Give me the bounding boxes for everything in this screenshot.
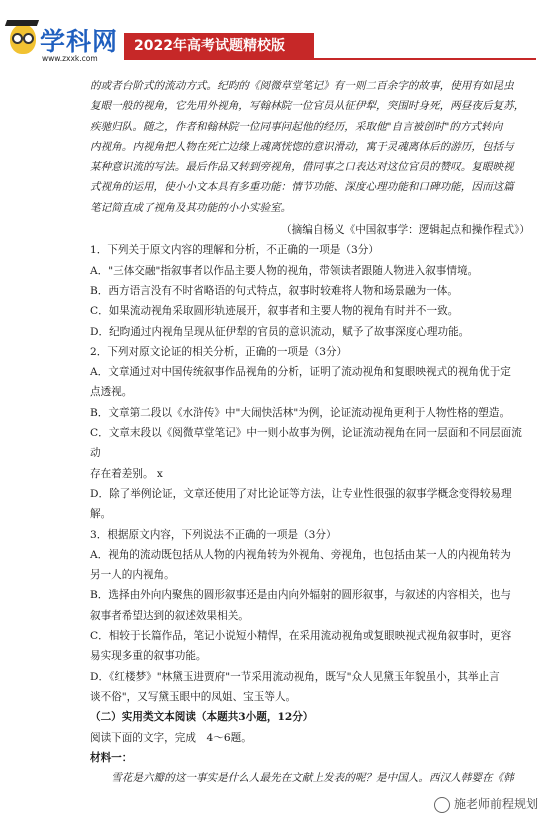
question-1 — [90, 240, 530, 341]
option-c: C．相较于长篇作品，笔记小说短小精悍，在采用流动视角或复眼映视式视角叙事时，更容 — [90, 630, 512, 643]
option-d-cont: 谈不俗"，又写黛玉眼中的凤姐、宝玉等人。 — [90, 690, 297, 703]
source-citation: （摘编自杨义《中国叙事学：逻辑起点和操作程式》） — [281, 224, 530, 237]
option-b: B．文章第二段以《水浒传》中"大闹快活林"为例，论证流动视角更利于人物性格的塑造。 — [90, 406, 511, 419]
passage-line: 的或者台阶式的流动方式。纪昀的《阅微草堂笔记》有一则二百余字的故事，使用有如昆虫 — [90, 80, 514, 92]
option-c-cont: 存在着差别。 x — [90, 467, 163, 480]
passage-line: 内视角。内视角把人物在死亡边缘上魂离恍惚的意识滑动，寓于灵魂离体后的游历，包括与 — [90, 140, 514, 153]
graduation-cap-icon — [5, 20, 39, 26]
passage-line: 笔记简直成了视角及其功能的小小实验室。 — [90, 201, 292, 214]
passage-line: 复眼一般的视角，它先用外视角，写翰林院一位官员从征伊犁，突围时身死，两昼夜后复苏， — [90, 100, 525, 113]
header — [0, 0, 550, 72]
wechat-account-icon — [434, 797, 450, 813]
passage-line: 某种意识流的写法。最后作品又转到旁视角，借同事之口表达对这位官员的赞叹。复眼映视 — [90, 161, 514, 174]
option-a: A．文章通过对中国传统叙事作品视角的分析，证明了流动视角和复眼映视式的视角优于定 — [90, 366, 511, 379]
option-d: D．除了举例论证，文章还使用了对比论证等方法，让专业性很强的叙事学概念变得较易理 — [90, 487, 512, 500]
logo-url: www.zxxk.com — [42, 54, 98, 63]
option-a-cont: 点透视。 — [90, 386, 133, 399]
question-stem: 1．下列关于原文内容的理解和分析，不正确的一项是（3分） — [90, 244, 379, 257]
passage-line: 式视角的运用，使小小文本具有多重功能：情节功能、深度心理功能和口碑功能，因而这篇 — [90, 181, 514, 194]
passage — [90, 76, 530, 218]
option-b: B．西方语言没有不时省略语的句式特点，叙事时较难将人物和场景融为一体。 — [90, 284, 458, 297]
watermark-text: 施老师前程规划 — [453, 797, 538, 811]
option-a: A．视角的流动既包括从人物的内视角转为外视角、旁视角，也包括由某一人的内视角转为 — [90, 548, 511, 561]
exam-banner: 2022年高考试题精校版 — [124, 33, 314, 59]
option-c: C．如果流动视角采取圆形轨迹展开，叙事者和主要人物的视角有时并不一致。 — [90, 305, 459, 318]
section-title: （二）实用类文本阅读（本题共3小题，12分） — [90, 711, 314, 724]
header-rule — [124, 58, 536, 60]
question-3 — [90, 525, 530, 708]
watermark — [434, 795, 538, 813]
passage-line: 疾驰归队。随之，作者和翰林院一位同事问起他的经历，采取他"自言被创时"的方式转向 — [90, 120, 503, 133]
option-a: A．"三体交融"指叙事者以作品主要人物的视角，带领读者跟随人物进入叙事情境。 — [90, 264, 479, 277]
question-2 — [90, 342, 530, 525]
option-c-cont: 易实现多重的叙事功能。 — [90, 650, 207, 663]
material-label: 材料一： — [90, 751, 133, 764]
material-first-line: 雪花是六瓣的这一事实是什么人最先在文献上发表的呢？是中国人。西汉人韩婴在《韩 — [111, 772, 514, 785]
option-d-cont: 解。 — [90, 508, 112, 521]
option-d: D．纪昀通过内视角呈现从征伊犁的官员的意识流动，赋予了故事深度心理功能。 — [90, 325, 470, 338]
option-d: D．《红楼梦》"林黛玉进贾府"一节采用流动视角，既写"众人见黛玉年貌虽小，其举止言 — [90, 670, 500, 683]
owl-mascot-icon — [10, 24, 36, 54]
section-2 — [90, 707, 530, 788]
logo — [8, 20, 123, 66]
option-b-cont: 叙事者希望达到的叙述效果相关。 — [90, 609, 249, 622]
document-body — [90, 76, 530, 788]
section-instruction: 阅读下面的文字，完成 4～6题。 — [90, 731, 252, 744]
option-c: C．文章末段以《阅微草堂笔记》中一则小故事为例，论证流动视角在同一层面和不同层面流动 — [90, 427, 522, 460]
question-stem: 2．下列对原文论证的相关分析，正确的一项是（3分） — [90, 345, 348, 358]
option-a-cont: 另一人的内视角。 — [90, 569, 175, 582]
option-b: B．选择由外向内聚焦的圆形叙事还是由内向外辐射的圆形叙事，与叙述的内容相关，也与 — [90, 589, 511, 602]
question-stem: 3．根据原文内容，下列说法不正确的一项是（3分） — [90, 528, 337, 541]
logo-text: 学科网 — [40, 27, 119, 56]
